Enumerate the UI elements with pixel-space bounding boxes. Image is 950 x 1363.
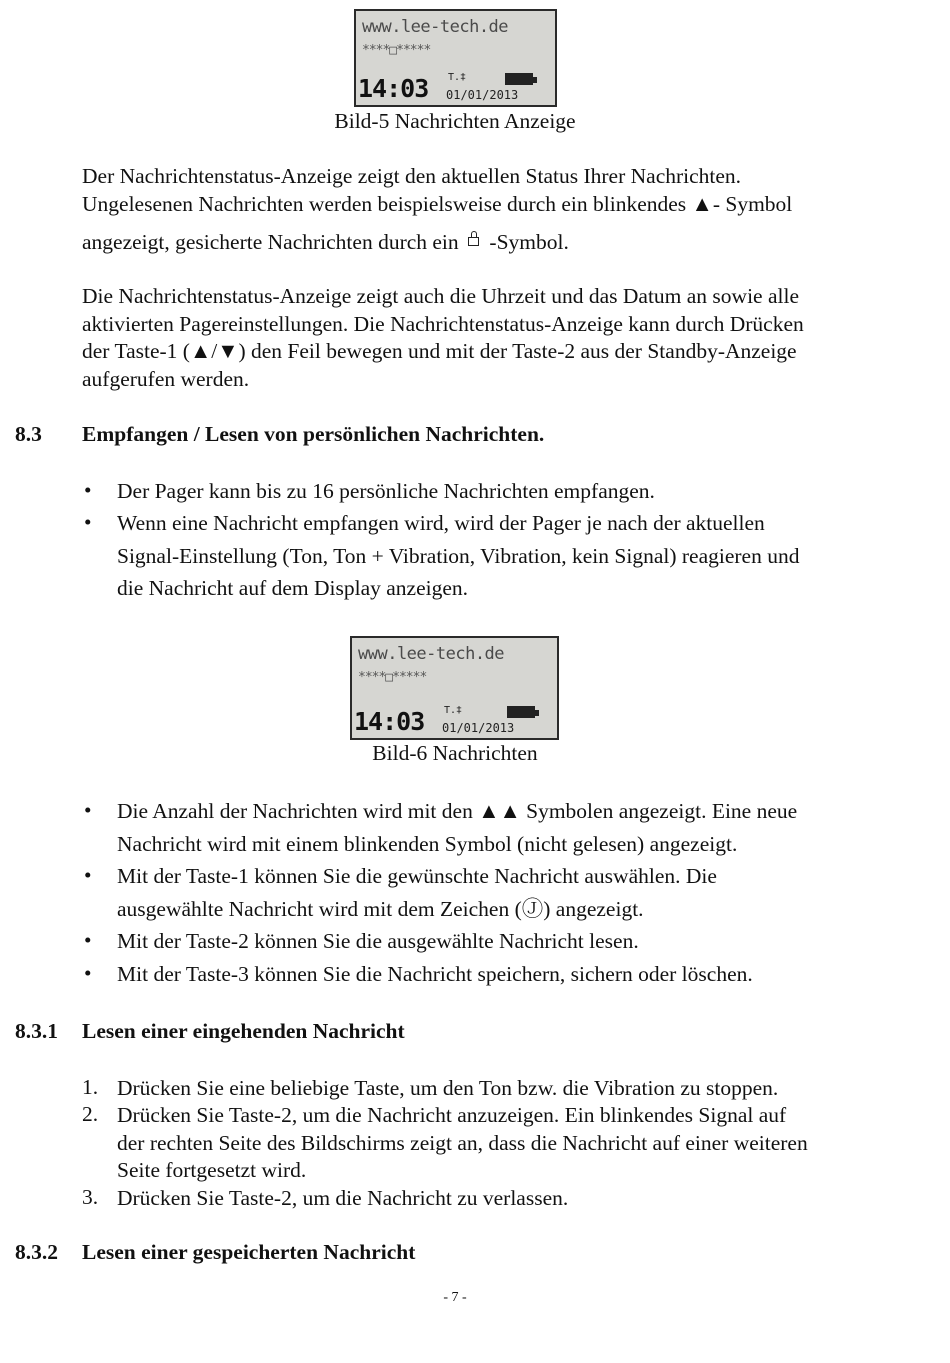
step-text bbox=[117, 1185, 907, 1213]
lcd-date: 01/01/2013 bbox=[442, 721, 515, 735]
text-line: Ungelesenen Nachrichten werden beispielsweise durch ein blinkendes ▲- Symbol bbox=[82, 191, 793, 216]
text-line: der Taste-1 (▲/▼) den Feil bewegen und mit der Taste-2 aus der Standby-Anzeige bbox=[82, 339, 797, 363]
text-line: Drücken Sie Taste-2, um die Nachricht anzuzeigen. Ein blinkendes Signal auf bbox=[117, 1103, 787, 1127]
bullet-dot: • bbox=[84, 961, 92, 985]
step-text bbox=[117, 1075, 907, 1103]
text-line: Mit der Taste-2 können Sie die ausgewählte Nachricht lesen. bbox=[117, 929, 639, 953]
text-line: ausgewählte Nachricht wird mit dem Zeichen (Ⓙ) angezeigt. bbox=[117, 896, 644, 921]
text-line: Wenn eine Nachricht empfangen wird, wird der Pager je nach der aktuellen bbox=[117, 511, 765, 535]
lcd-url: www.lee-tech.de bbox=[358, 644, 505, 664]
text-fragment: -Symbol. bbox=[489, 230, 569, 254]
battery-cap-icon bbox=[535, 710, 539, 716]
step-text bbox=[117, 1102, 907, 1185]
text-line: die Nachricht auf dem Display anzeigen. bbox=[117, 576, 469, 600]
text-line: Drücken Sie eine beliebige Taste, um den Ton bzw. die Vibration zu stoppen. bbox=[117, 1076, 779, 1100]
text-line: Mit der Taste-3 können Sie die Nachricht speichern, sichern oder löschen. bbox=[117, 962, 753, 986]
page-number: - 7 - bbox=[443, 1290, 467, 1305]
section-number: 8.3 bbox=[15, 422, 42, 446]
text-fragment: angezeigt, gesicherte Nachrichten durch ein bbox=[82, 230, 459, 254]
text-line: Drücken Sie Taste-2, um die Nachricht zu verlassen. bbox=[117, 1186, 569, 1210]
pager-display-image-2 bbox=[350, 636, 559, 740]
bullet-dot: • bbox=[84, 510, 92, 534]
pager-display-image-1 bbox=[354, 9, 557, 107]
step-number: 3. bbox=[82, 1185, 99, 1209]
bullet-dot: • bbox=[84, 798, 92, 822]
subsection-title: Lesen einer eingehenden Nachricht bbox=[82, 1019, 405, 1043]
text-line: Der Pager kann bis zu 16 persönliche Nachrichten empfangen. bbox=[117, 479, 655, 503]
bullet-dot: • bbox=[84, 478, 92, 502]
text-line: Der Nachrichtenstatus-Anzeige zeigt den aktuellen Status Ihrer Nachrichten. bbox=[82, 164, 742, 188]
battery-cap-icon bbox=[533, 77, 537, 83]
step-number: 1. bbox=[82, 1075, 99, 1099]
subsection-number: 8.3.2 bbox=[15, 1240, 58, 1264]
text-line: Mit der Taste-1 können Sie die gewünschte Nachricht auswählen. Die bbox=[117, 864, 717, 888]
lcd-signal-indicator: T.‡ bbox=[444, 705, 463, 716]
lcd-date: 01/01/2013 bbox=[446, 88, 519, 102]
text-line: aktivierten Pagereinstellungen. Die Nachrichtenstatus-Anzeige kann durch Drücken bbox=[82, 311, 804, 336]
list-item bbox=[117, 958, 907, 991]
battery-icon bbox=[505, 73, 533, 85]
list-item bbox=[117, 925, 907, 958]
text-line: Die Anzahl der Nachrichten wird mit den ▲▲ Symbolen angezeigt. Eine neue bbox=[117, 799, 798, 823]
lock-icon bbox=[468, 231, 480, 245]
lcd-message-indicators: ****□***** bbox=[358, 670, 427, 685]
bullet-dot: • bbox=[84, 928, 92, 952]
text-line bbox=[82, 229, 912, 257]
text-line: Seite fortgesetzt wird. bbox=[117, 1158, 307, 1182]
bullet-dot: • bbox=[84, 863, 92, 887]
text-line: aufgerufen werden. bbox=[82, 366, 250, 391]
lcd-signal-indicator: T.‡ bbox=[448, 72, 467, 83]
step-number: 2. bbox=[82, 1102, 99, 1126]
figure-caption-1: Bild-5 Nachrichten Anzeige bbox=[334, 109, 576, 133]
list-item bbox=[117, 795, 907, 860]
figure-caption-2: Bild-6 Nachrichten bbox=[372, 741, 538, 765]
intro-paragraph-1 bbox=[82, 163, 912, 257]
lcd-message-indicators: ****□***** bbox=[362, 43, 431, 58]
list-item bbox=[117, 507, 907, 605]
lcd-time: 14:03 bbox=[354, 707, 425, 736]
text-line: der rechten Seite des Bildschirms zeigt an, dass die Nachricht auf einer weiteren bbox=[117, 1130, 808, 1155]
text-line: Signal-Einstellung (Ton, Ton + Vibration, Vibration, kein Signal) reagieren und bbox=[117, 543, 800, 568]
battery-icon bbox=[507, 706, 535, 718]
lcd-time: 14:03 bbox=[358, 74, 429, 103]
text-line: Die Nachrichtenstatus-Anzeige zeigt auch die Uhrzeit und das Datum an sowie alle bbox=[82, 284, 799, 308]
list-item bbox=[117, 475, 907, 508]
lcd-url: www.lee-tech.de bbox=[362, 17, 509, 37]
section-title: Empfangen / Lesen von persönlichen Nachrichten. bbox=[82, 422, 545, 446]
subsection-number: 8.3.1 bbox=[15, 1019, 58, 1043]
list-item bbox=[117, 860, 907, 925]
intro-paragraph-2 bbox=[82, 283, 912, 393]
text-line: Nachricht wird mit einem blinkenden Symbol (nicht gelesen) angezeigt. bbox=[117, 831, 738, 856]
subsection-title: Lesen einer gespeicherten Nachricht bbox=[82, 1240, 416, 1264]
